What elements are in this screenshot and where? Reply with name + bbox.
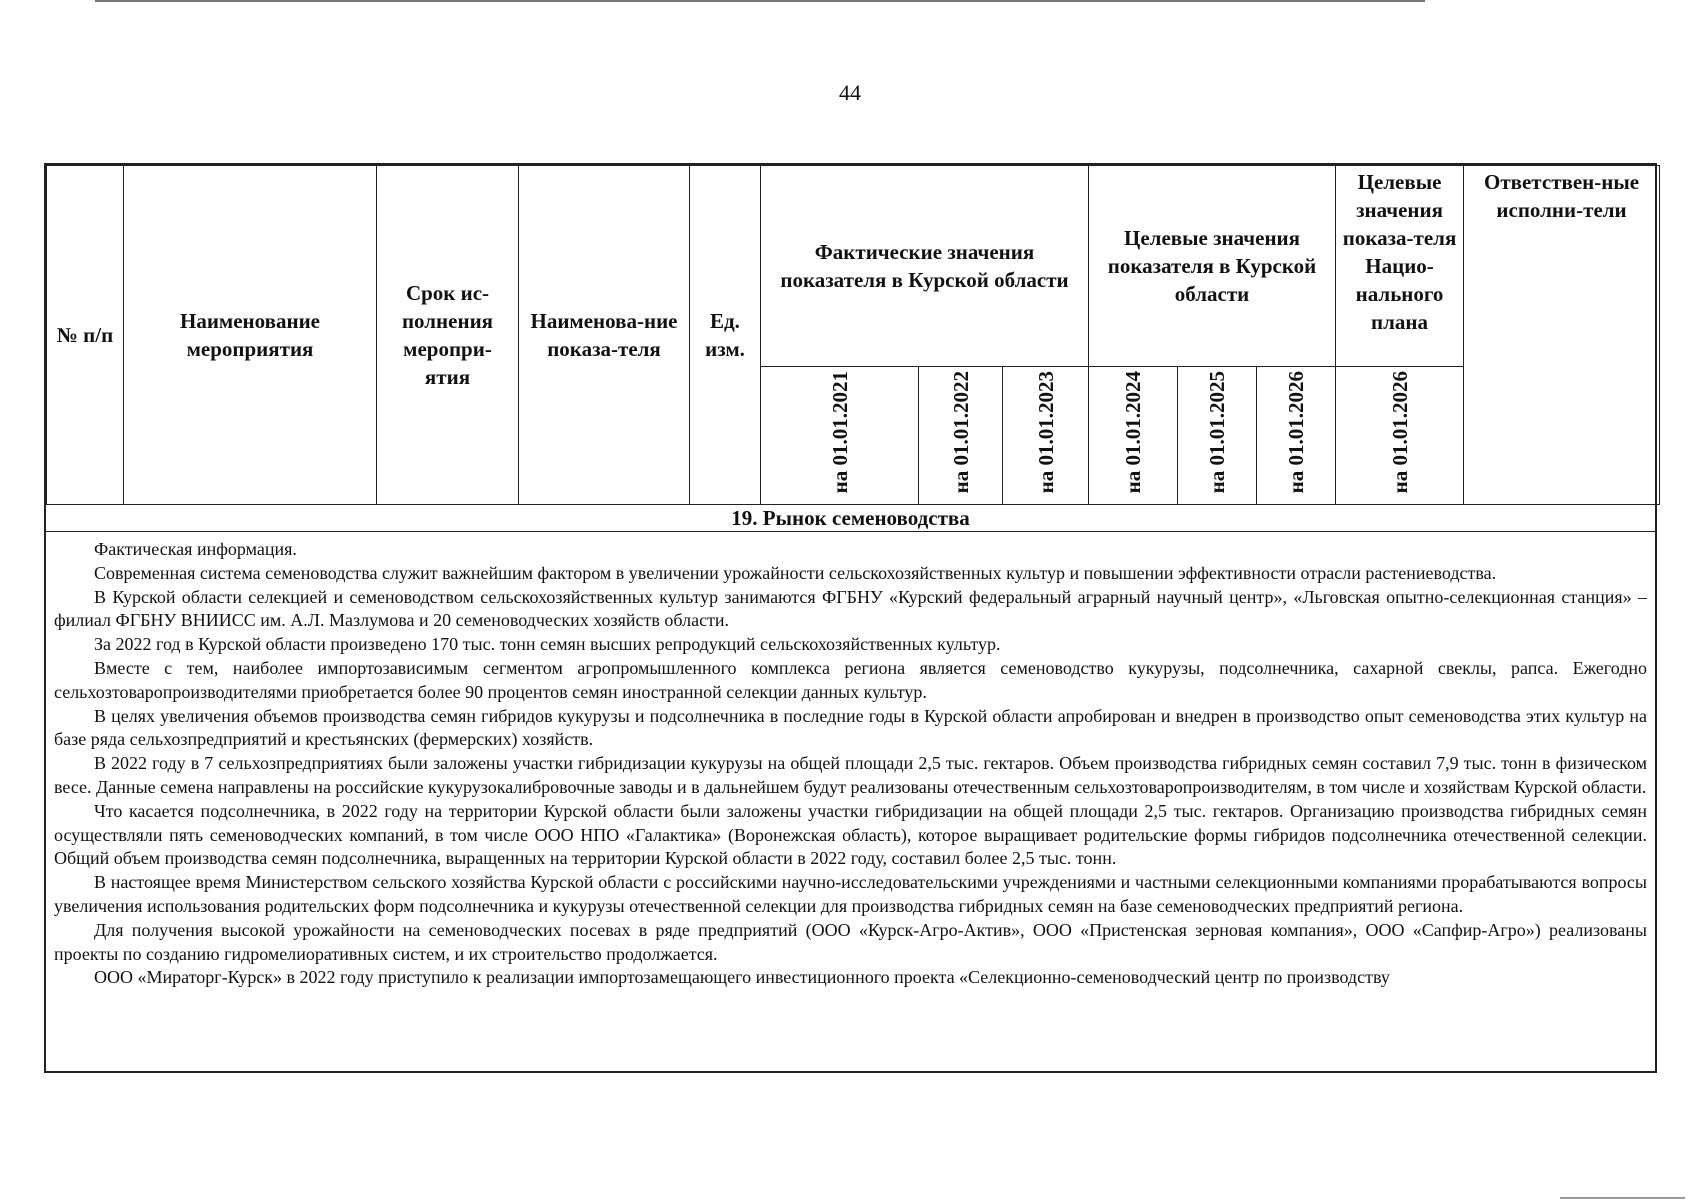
paragraph: В 2022 году в 7 сельхозпредприятиях были заложены участки гибридизации кукурузы на общей площади 2,5 тыс. гектаров. Объем производства гибридных семян составил 7,9 тыс. тонн в физическом весе. Данные семена направлены на российские кукурузокалибровочные заводы и в дальнейшем будут реализованы отечественным сельхозтоваропроизводителям, в том числе и хозяйствам Курской области. bbox=[54, 753, 1647, 797]
header-target-values: Целевые значения показателя в Курской области bbox=[1089, 166, 1336, 367]
date-label: на 01.01.2024 bbox=[1121, 370, 1146, 494]
section-body bbox=[46, 532, 1655, 990]
header-event-name: Наименование мероприятия bbox=[124, 166, 377, 505]
date-header bbox=[1336, 367, 1464, 505]
date-header bbox=[919, 367, 1003, 505]
header-deadline: Срок ис-полнения меропри-ятия bbox=[377, 166, 519, 505]
paragraph: Современная система семеноводства служит важнейшим фактором в увеличении урожайности сельскохозяйственных культур и повышении эффективности отрасли растениеводства. bbox=[94, 562, 1497, 583]
date-label: на 01.01.2021 bbox=[827, 370, 852, 494]
paragraph: Для получения высокой урожайности на семеноводческих посевах в ряде предприятий (ООО «Курск-Агро-Актив», ООО «Пристенская зерновая компания», ООО «Сапфир-Агро») реализованы проекты по созданию гидромелиоративных систем, и их строительство продолжается. bbox=[54, 919, 1647, 964]
date-label: на 01.01.2023 bbox=[1033, 370, 1058, 494]
header-unit: Ед. изм. bbox=[690, 166, 761, 505]
paragraph: В Курской области селекцией и семеноводством сельскохозяйственных культур занимаются ФГБНУ «Курский федеральный аграрный научный центр», «Льговская опытно-селекционная станция» – филиал ФГБНУ ВНИИСС им. А.Л. Мазлумова и 20 семеноводческих хозяйств области. bbox=[54, 586, 1647, 631]
paragraph: Что касается подсолнечника, в 2022 году на территории Курской области были заложены участки гибридизации на общей площади 2,5 тыс. гектаров. Организацию производства гибридных семян осуществляли пять семеноводческих компаний, в том числе ООО НПО «Галактика» (Воронежская область), которое выращивает родительские формы гибридов подсолнечника отечественной селекции. Общий объем производства семян подсолнечника, выращенных на территории Курской области в 2022 году, составил более 2,5 тыс. тонн. bbox=[54, 800, 1647, 869]
header-actual-values: Фактические значения показателя в Курской области bbox=[761, 166, 1089, 367]
paragraph: ООО «Мираторг-Курск» в 2022 году приступило к реализации импортозамещающего инвестиционного проекта «Селекционно-семеноводческий центр по производству bbox=[94, 967, 1390, 988]
paragraph: Фактическая информация. bbox=[94, 539, 297, 559]
plan-table bbox=[44, 163, 1657, 1073]
date-header bbox=[1089, 367, 1178, 505]
paragraph: Вместе с тем, наиболее импортозависимым сегментом агропромышленного комплекса региона является семеноводство кукурузы, подсолнечника, сахарной свеклы, рапса. Ежегодно сельхозтоваропроизводителями приобретается более 90 процентов семян иностранной селекции данных культур. bbox=[54, 657, 1647, 702]
header-num: № п/п bbox=[47, 166, 124, 505]
paragraph: В целях увеличения объемов производства семян гибридов кукурузы и подсолнечника в последние годы в Курской области апробирован и внедрен в производство опыт семеноводства этих культур на базе ряда сельхозпредприятий и крестьянских (фермерских) хозяйств. bbox=[54, 705, 1647, 750]
date-label: на 01.01.2026 bbox=[1387, 370, 1412, 494]
scan-edge-line bbox=[95, 0, 1425, 2]
scan-edge-line-bottom bbox=[1560, 1197, 1685, 1199]
date-header bbox=[761, 367, 919, 505]
header-responsible: Ответствен-ные исполни-тели bbox=[1464, 166, 1660, 505]
date-header bbox=[1003, 367, 1089, 505]
page-number: 44 bbox=[839, 80, 861, 105]
date-header bbox=[1257, 367, 1336, 505]
date-header bbox=[1178, 367, 1257, 505]
paragraph: За 2022 год в Курской области произведено 170 тыс. тонн семян высших репродукций сельскохозяйственных культур. bbox=[94, 634, 1001, 655]
header-indicator: Наименова-ние показа-теля bbox=[519, 166, 690, 505]
date-label: на 01.01.2025 bbox=[1205, 370, 1230, 494]
date-label: на 01.01.2022 bbox=[948, 370, 973, 494]
date-label: на 01.01.2026 bbox=[1284, 370, 1309, 494]
paragraph: В настоящее время Министерством сельского хозяйства Курской области с российскими научно-исследовательскими учреждениями и частными селекционными компаниями прорабатываются вопросы увеличения использования родительских форм подсолнечника и кукурузы отечественной селекции для производства гибридных семян на базе семеноводческих предприятий региона. bbox=[54, 872, 1647, 916]
section-title: 19. Рынок семеноводства bbox=[46, 505, 1655, 532]
table-header bbox=[46, 165, 1660, 505]
header-national-target: Целевые значения показа-теля Нацио-нального плана bbox=[1336, 166, 1464, 367]
